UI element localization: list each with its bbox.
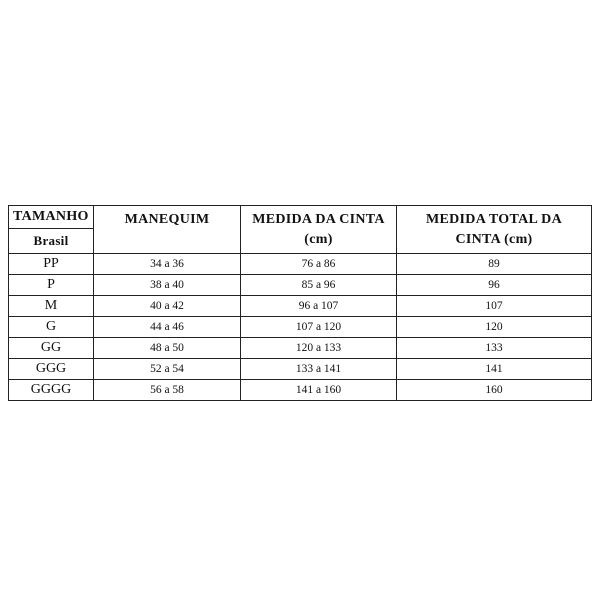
- medida-total-cell: 89: [397, 254, 592, 275]
- table-row: [9, 275, 592, 296]
- header-size-title: TAMANHO: [9, 206, 93, 229]
- size-cell: GGGG: [9, 380, 94, 401]
- header-medida-total-line1: MEDIDA TOTAL DA: [426, 212, 562, 227]
- size-cell: GG: [9, 338, 94, 359]
- medida-cinta-cell: 76 a 86: [241, 254, 397, 275]
- medida-total-cell: 160: [397, 380, 592, 401]
- header-medida-total-line2: CINTA (cm): [455, 232, 533, 247]
- header-row: [9, 206, 592, 254]
- medida-total-cell: 96: [397, 275, 592, 296]
- medida-total-cell: 120: [397, 317, 592, 338]
- size-cell: G: [9, 317, 94, 338]
- manequim-cell: 34 a 36: [94, 254, 241, 275]
- header-medida-cinta-line2: (cm): [304, 232, 333, 247]
- size-cell: P: [9, 275, 94, 296]
- header-medida-cinta: [241, 206, 397, 254]
- manequim-cell: 56 a 58: [94, 380, 241, 401]
- size-cell: GGG: [9, 359, 94, 380]
- manequim-cell: 44 a 46: [94, 317, 241, 338]
- manequim-cell: 48 a 50: [94, 338, 241, 359]
- size-chart-table: [8, 205, 592, 401]
- header-manequim-label: MANEQUIM: [124, 212, 210, 227]
- header-manequim: [94, 206, 241, 254]
- header-medida-total: [397, 206, 592, 254]
- manequim-cell: 40 a 42: [94, 296, 241, 317]
- table-row: [9, 254, 592, 275]
- size-cell: PP: [9, 254, 94, 275]
- medida-total-cell: 133: [397, 338, 592, 359]
- header-medida-cinta-line1: MEDIDA DA CINTA: [252, 212, 385, 227]
- medida-cinta-cell: 85 a 96: [241, 275, 397, 296]
- table-row: [9, 380, 592, 401]
- medida-total-cell: 107: [397, 296, 592, 317]
- medida-cinta-cell: 141 a 160: [241, 380, 397, 401]
- medida-cinta-cell: 133 a 141: [241, 359, 397, 380]
- table-row: [9, 359, 592, 380]
- header-size-sub: Brasil: [33, 233, 69, 248]
- table-row: [9, 317, 592, 338]
- table-row: [9, 296, 592, 317]
- header-size: [9, 206, 94, 254]
- size-cell: M: [9, 296, 94, 317]
- medida-cinta-cell: 107 a 120: [241, 317, 397, 338]
- medida-cinta-cell: 96 a 107: [241, 296, 397, 317]
- table-row: [9, 338, 592, 359]
- medida-cinta-cell: 120 a 133: [241, 338, 397, 359]
- medida-total-cell: 141: [397, 359, 592, 380]
- manequim-cell: 52 a 54: [94, 359, 241, 380]
- table-body: [9, 254, 592, 401]
- manequim-cell: 38 a 40: [94, 275, 241, 296]
